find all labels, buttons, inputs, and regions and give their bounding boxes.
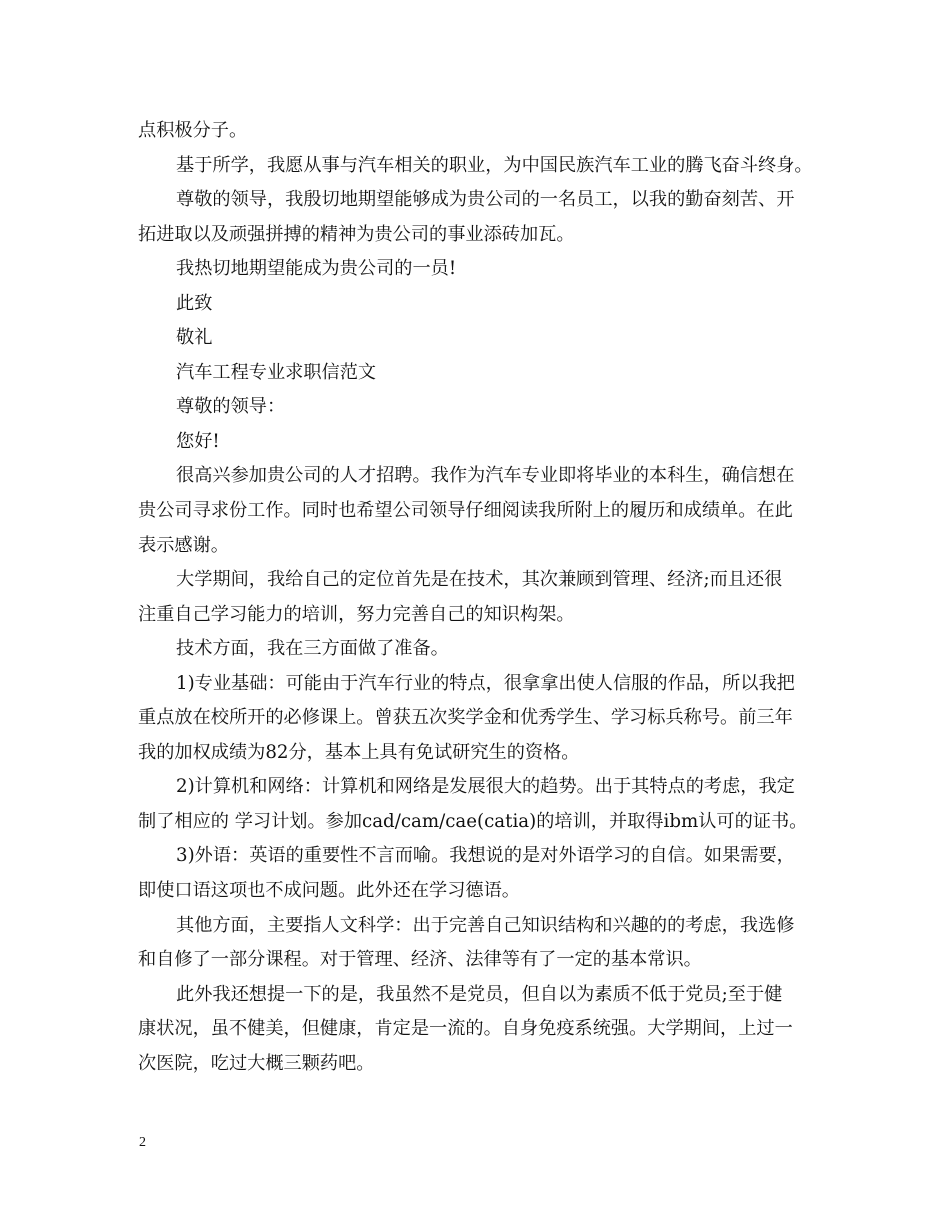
text-line: 此外我还想提一下的是，我虽然不是党员，但自以为素质不低于党员;至于健 <box>176 983 783 1005</box>
text-line: 基于所学，我愿从事与汽车相关的职业，为中国民族汽车工业的腾飞奋斗终身。 <box>176 154 813 176</box>
text-line: 敬礼 <box>176 327 213 349</box>
text-line: 尊敬的领导，我殷切地期望能够成为贵公司的一名员工，以我的勤奋刻苦、开 <box>176 189 795 211</box>
text-line: 重点放在校所开的必修课上。曾获五次奖学金和优秀学生、学习标兵称号。前三年 <box>138 707 793 729</box>
text-line: 次医院，吃过大概三颗药吧。 <box>138 1052 375 1074</box>
text-line: 即使口语这项也不成问题。此外还在学习德语。 <box>138 880 520 902</box>
page-number: 2 <box>139 1135 146 1150</box>
text-line: 您好! <box>176 430 220 452</box>
text-line: 3)外语：英语的重要性不言而喻。我想说的是对外语学习的自信。如果需要， <box>176 845 795 867</box>
text-line: 我热切地期望能成为贵公司的一员! <box>176 258 457 280</box>
text-line: 大学期间，我给自己的定位首先是在技术，其次兼顾到管理、经济;而且还很 <box>176 569 783 591</box>
text-line: 我的加权成绩为82分，基本上具有免试研究生的资格。 <box>138 741 580 763</box>
text-line: 制了相应的 学习计划。参加cad/cam/cae(catia)的培训，并取得ibm认可的证书。 <box>138 810 808 832</box>
text-line: 2)计算机和网络：计算机和网络是发展很大的趋势。出于其特点的考虑，我定 <box>176 776 795 798</box>
text-line: 和自修了一部分课程。对于管理、经济、法律等有了一定的基本常识。 <box>138 949 702 971</box>
text-line: 贵公司寻求份工作。同时也希望公司领导仔细阅读我所附上的履历和成绩单。在此 <box>138 500 793 522</box>
document-body <box>138 114 818 1081</box>
text-line: 很高兴参加贵公司的人才招聘。我作为汽车专业即将毕业的本科生，确信想在 <box>176 465 795 487</box>
text-line: 康状况，虽不健美，但健康，肯定是一流的。自身免疫系统强。大学期间，上过一 <box>138 1018 793 1040</box>
document-title: 汽车工程专业求职信范文 <box>176 361 377 383</box>
text-line: 尊敬的领导： <box>176 396 286 418</box>
text-line: 表示感谢。 <box>138 534 229 556</box>
text-line: 此致 <box>176 292 213 314</box>
text-line: 其他方面，主要指人文科学：出于完善自己知识结构和兴趣的的考虑，我选修 <box>176 914 795 936</box>
text-line: 点积极分子。 <box>138 120 248 141</box>
text-line: 技术方面，我在三方面做了准备。 <box>176 638 449 660</box>
text-line: 注重自己学习能力的培训，努力完善自己的知识构架。 <box>138 603 575 625</box>
text-line: 拓进取以及顽强拼搏的精神为贵公司的事业添砖加瓦。 <box>138 223 575 245</box>
text-line: 1)专业基础：可能由于汽车行业的特点，很拿拿出使人信服的作品，所以我把 <box>176 672 795 694</box>
